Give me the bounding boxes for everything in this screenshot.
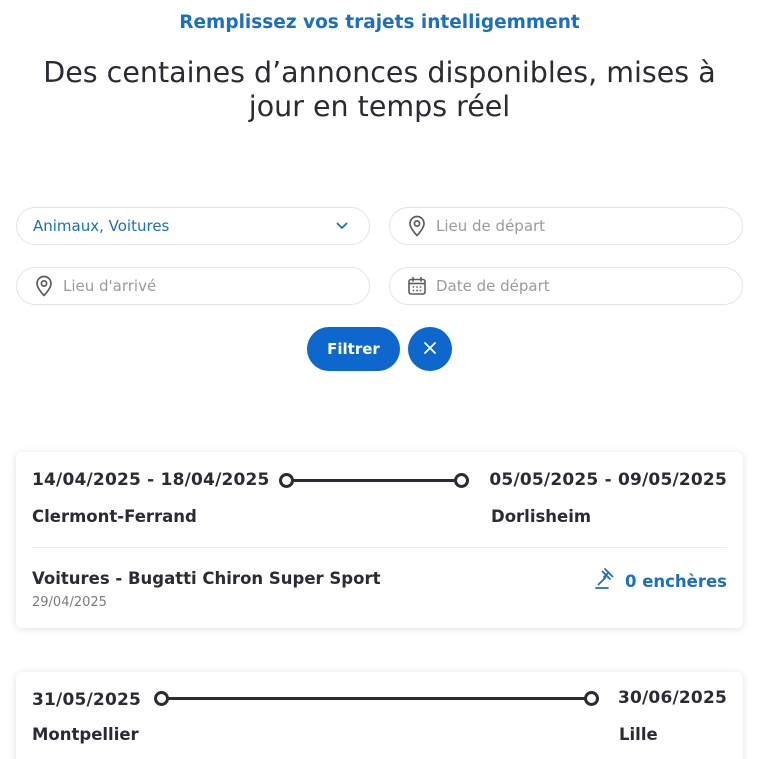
gavel-icon [593,567,617,595]
page-title: Des centaines d’annonces disponibles, mises à jour en temps réel [43,56,716,123]
arrival-dates: 30/06/2025 [617,688,727,708]
section-eyebrow: Remplissez vos trajets intelligemment [179,12,580,33]
arrival-dates: 05/05/2025 - 09/05/2025 [489,470,727,490]
departure-city: Montpellier [32,725,139,744]
departure-city: Clermont-Ferrand [32,507,197,526]
departure-dates: 14/04/2025 - 18/04/2025 [32,470,270,490]
bids-link[interactable] [593,567,727,595]
departure-dates: 31/05/2025 [32,690,142,710]
route-end-dot [584,691,599,706]
arrival-city: Lille [619,725,658,744]
route-start-dot [154,691,169,706]
listing-card[interactable] [16,672,743,759]
listing-card[interactable] [16,452,743,628]
map-pin-icon [406,215,428,237]
calendar-icon [406,275,428,297]
filter-button[interactable]: Filtrer [307,327,400,371]
departure-date-input[interactable] [389,267,743,305]
close-icon [423,341,437,358]
departure-location-input[interactable] [389,207,743,245]
category-select[interactable] [16,207,370,245]
arrival-location-placeholder: Lieu d'arrivé [63,277,157,295]
departure-date-placeholder: Date de départ [436,277,550,295]
clear-filters-button[interactable] [408,327,452,371]
category-select-value: Animaux, Voitures [33,217,170,235]
bids-count: 0 enchères [624,571,727,591]
card-divider [32,547,727,548]
arrival-city: Dorlisheim [491,507,592,526]
map-pin-icon [33,275,55,297]
route-end-dot [454,473,469,488]
arrival-location-input[interactable] [16,267,370,305]
route-line [293,479,455,482]
chevron-down-icon [331,215,353,237]
route-start-dot [279,473,294,488]
route-line [168,697,585,700]
departure-location-placeholder: Lieu de départ [436,217,546,235]
listing-date: 29/04/2025 [32,595,107,610]
listing-title: Voitures - Bugatti Chiron Super Sport [32,569,381,588]
